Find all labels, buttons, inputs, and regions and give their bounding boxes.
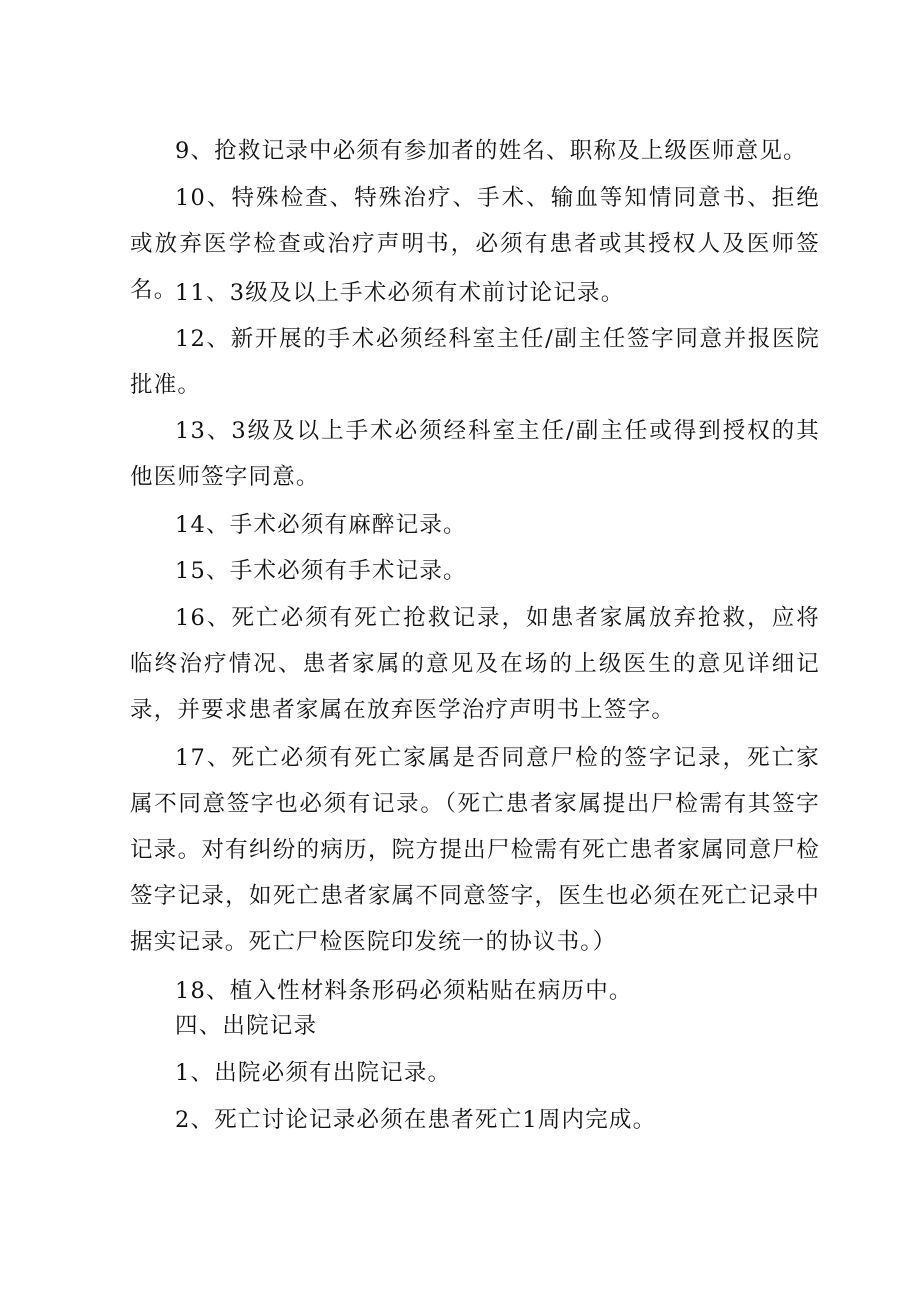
paragraph-item-11: 11、3级及以上手术必须有术前讨论记录。 <box>175 280 625 306</box>
paragraph-item-18: 18、植入性材料条形码必须粘贴在病历中。 <box>175 978 633 1004</box>
paragraph-item-17: 17、死亡必须有死亡家属是否同意尸检的签字记录，死亡家属不同意签字也必须有记录。（死亡患者家属提出尸检需有其签字记录。对有纠纷的病历，院方提出尸检需有死亡患者家属同意尸检签字记录，如死亡患者家属不同意签字，医生也必须在死亡记录中据实记录。死亡尸检医院印发统一的协议书。） <box>130 745 820 955</box>
paragraph-item-16: 16、死亡必须有死亡抢救记录，如患者家属放弃抢救，应将临终治疗情况、患者家属的意见及在场的上级医生的意见详细记录，并要求患者家属在放弃医学治疗声明书上签字。 <box>130 605 820 723</box>
paragraph-item-9: 9、抢救记录中必须有参加者的姓名、职称及上级医师意见。 <box>175 138 807 164</box>
paragraph-item-12: 12、新开展的手术必须经科室主任/副主任签字同意并报医院批准。 <box>130 326 820 398</box>
discharge-item-1: 1、出院必须有出院记录。 <box>175 1060 452 1086</box>
paragraph-item-14: 14、手术必须有麻醉记录。 <box>175 512 467 538</box>
paragraph-item-15: 15、手术必须有手术记录。 <box>175 558 467 584</box>
paragraph-item-10: 10、特殊检查、特殊治疗、手术、输血等知情同意书、拒绝或放弃医学检查或治疗声明书，必须有患者或其授权人及医师签名。 <box>130 185 820 303</box>
paragraph-item-13: 13、3级及以上手术必须经科室主任/副主任或得到授权的其他医师签字同意。 <box>130 418 820 490</box>
section-heading-discharge: 四、出院记录 <box>175 1013 318 1039</box>
discharge-item-2: 2、死亡讨论记录必须在患者死亡1周内完成。 <box>175 1107 657 1133</box>
